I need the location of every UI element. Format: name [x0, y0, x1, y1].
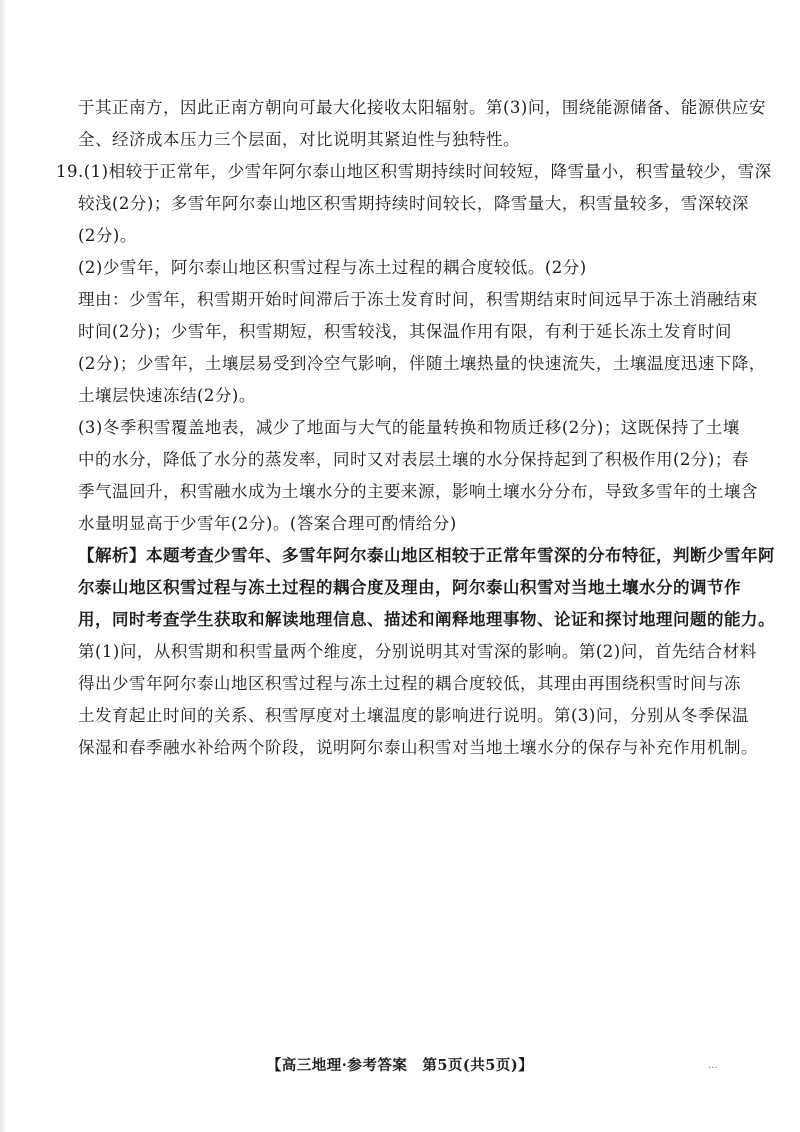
text-line: 理由：少雪年，积雪期开始时间滞后于冻土发育时间，积雪期结束时间远早于冻土消融结束: [78, 290, 758, 309]
text-line: 得出少雪年阿尔泰山地区积雪过程与冻土过程的耦合度较低，其理由再围绕积雪时间与冻: [78, 674, 741, 693]
text-line: 全、经济成本压力三个层面，对比说明其紧迫性与独特性。: [78, 130, 520, 149]
text-line: 季气温回升，积雪融水成为土壤水分的主要来源，影响土壤水分分布，导致多雪年的土壤含: [78, 482, 758, 501]
text-line: 较浅(2分)；多雪年阿尔泰山地区积雪期持续时间较长，降雪量大，积雪量较多，雪深较深: [78, 194, 749, 213]
analysis-text-line: 用，同时考查学生获取和解读地理信息、描述和阐释地理事物、论证和探讨地理问题的能力。: [78, 610, 775, 629]
text-line: 第(1)问，从积雪期和积雪量两个维度，分别说明其对雪深的影响。第(2)问，首先结合材料: [78, 642, 757, 661]
page-footer: 【高三地理·参考答案 第5页(共5页)】: [266, 1057, 534, 1074]
question-19-part-3: (3)冬季积雪覆盖地表，减少了地面与大气的能量转换和物质迁移(2分)；这既保持了土壤: [78, 418, 740, 437]
text-line: 土壤层快速冻结(2分)。: [78, 386, 256, 405]
text-line: 水量明显高于少雪年(2分)。(答案合理可酌情给分): [78, 514, 457, 533]
text-line: 保湿和春季融水补给两个阶段，说明阿尔泰山积雪对当地土壤水分的保存与补充作用机制。: [78, 738, 758, 757]
text-line: (2分)；少雪年，土壤层易受到冷空气影响，伴随土壤热量的快速流失，土壤温度迅速下降，: [78, 354, 766, 373]
question-19-part-2: (2)少雪年，阿尔泰山地区积雪过程与冻土过程的耦合度较低。(2分): [78, 258, 587, 277]
question-19-part-1: 19.(1)相较于正常年，少雪年阿尔泰山地区积雪期持续时间较短，降雪量小，积雪量较少，雪深: [56, 162, 772, 181]
text-line: 中的水分，降低了水分的蒸发率，同时又对表层土壤的水分保持起到了积极作用(2分)；春: [78, 450, 749, 469]
analysis-text-line: 尔泰山地区积雪过程与冻土过程的耦合度及理由，阿尔泰山积雪对当地土壤水分的调节作: [78, 578, 741, 597]
text-line: 于其正南方，因此正南方朝向可最大化接收太阳辐射。第(3)问，围绕能源储备、能源供应安: [78, 98, 766, 117]
text-line: 土发育起止时间的关系、积雪厚度对土壤温度的影响进行说明。第(3)问，分别从冬季保温: [78, 706, 749, 725]
text-line: 时间(2分)；少雪年，积雪期短，积雪较浅，其保温作用有限，有利于延长冻土发育时间: [78, 322, 732, 341]
footer-dots: ...: [708, 1060, 718, 1071]
answer-content: [56, 92, 775, 764]
analysis-heading-line: 【解析】本题考查少雪年、多雪年阿尔泰山地区相较于正常年雪深的分布特征，判断少雪年阿: [78, 546, 775, 565]
page-edge-shadow: [0, 0, 7, 1132]
text-line: (2分)。: [78, 226, 137, 245]
